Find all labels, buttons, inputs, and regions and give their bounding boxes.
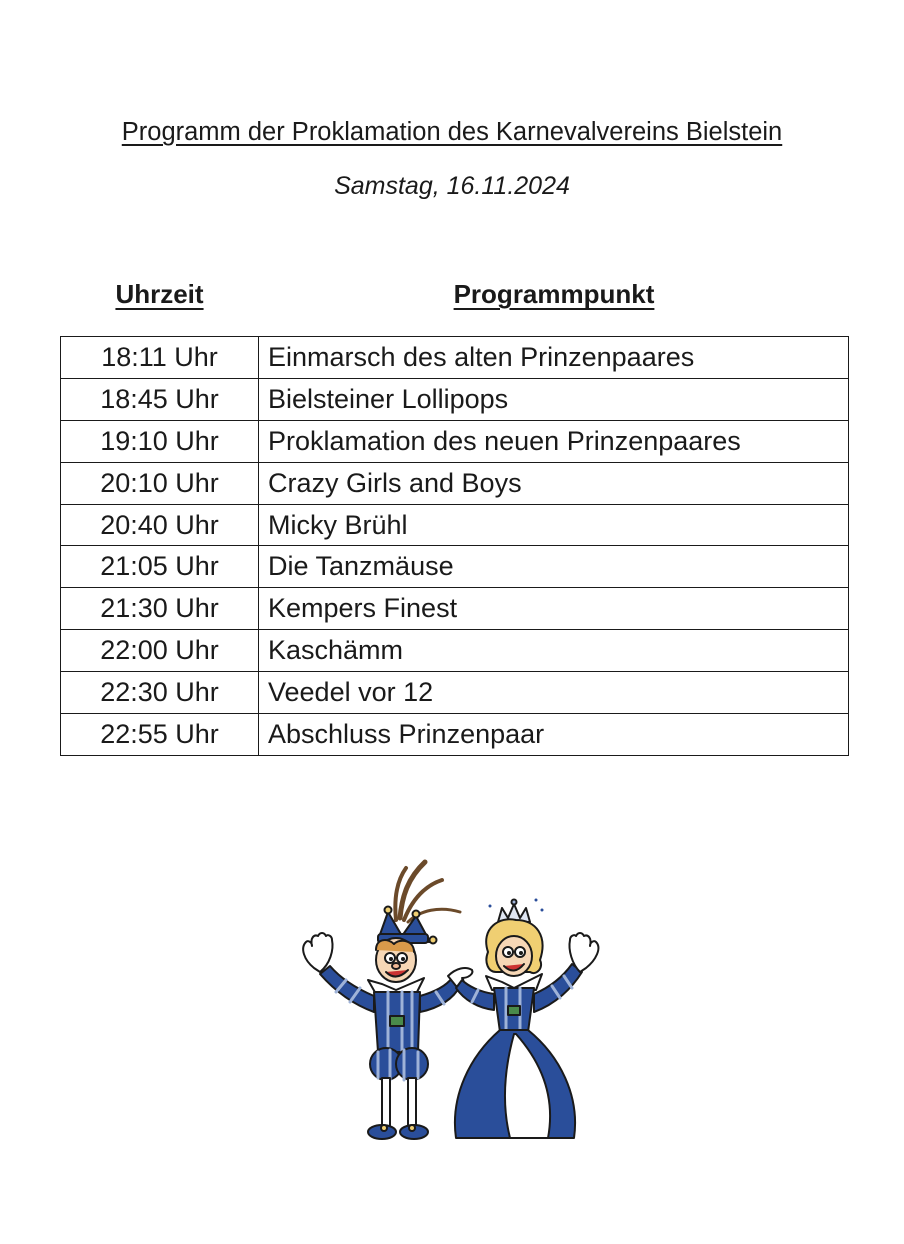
table-row bbox=[61, 420, 849, 462]
program-table bbox=[60, 336, 849, 756]
row-program-item: Veedel vor 12 bbox=[259, 672, 849, 714]
row-program-item: Bielsteiner Lollipops bbox=[259, 378, 849, 420]
column-header-program-item: Programmpunkt bbox=[453, 279, 655, 309]
row-program-item: Abschluss Prinzenpaar bbox=[259, 714, 849, 756]
row-time: 22:55 Uhr bbox=[61, 714, 259, 756]
row-time: 21:30 Uhr bbox=[61, 588, 259, 630]
prince-and-princess-mascot-icon bbox=[290, 856, 620, 1156]
row-time: 22:30 Uhr bbox=[61, 672, 259, 714]
row-program-item: Crazy Girls and Boys bbox=[259, 462, 849, 504]
row-program-item: Kempers Finest bbox=[259, 588, 849, 630]
column-header-time: Uhrzeit bbox=[115, 279, 204, 309]
table-row bbox=[61, 504, 849, 546]
table-row bbox=[61, 462, 849, 504]
table-row bbox=[61, 588, 849, 630]
row-time: 18:45 Uhr bbox=[61, 378, 259, 420]
row-program-item: Proklamation des neuen Prinzenpaares bbox=[259, 420, 849, 462]
row-time: 19:10 Uhr bbox=[61, 420, 259, 462]
table-row bbox=[61, 672, 849, 714]
row-program-item: Die Tanzmäuse bbox=[259, 546, 849, 588]
row-program-item: Kaschämm bbox=[259, 630, 849, 672]
event-date: Samstag, 16.11.2024 bbox=[334, 172, 570, 200]
page-title: Programm der Proklamation des Karnevalvereins Bielstein bbox=[121, 118, 783, 146]
row-program-item: Einmarsch des alten Prinzenpaares bbox=[259, 337, 849, 379]
row-time: 20:10 Uhr bbox=[61, 462, 259, 504]
table-row bbox=[61, 546, 849, 588]
row-time: 20:40 Uhr bbox=[61, 504, 259, 546]
table-row bbox=[61, 337, 849, 379]
row-time: 22:00 Uhr bbox=[61, 630, 259, 672]
table-row bbox=[61, 630, 849, 672]
table-row bbox=[61, 714, 849, 756]
row-time: 18:11 Uhr bbox=[61, 337, 259, 379]
row-time: 21:05 Uhr bbox=[61, 546, 259, 588]
row-program-item: Micky Brühl bbox=[259, 504, 849, 546]
table-row bbox=[61, 378, 849, 420]
